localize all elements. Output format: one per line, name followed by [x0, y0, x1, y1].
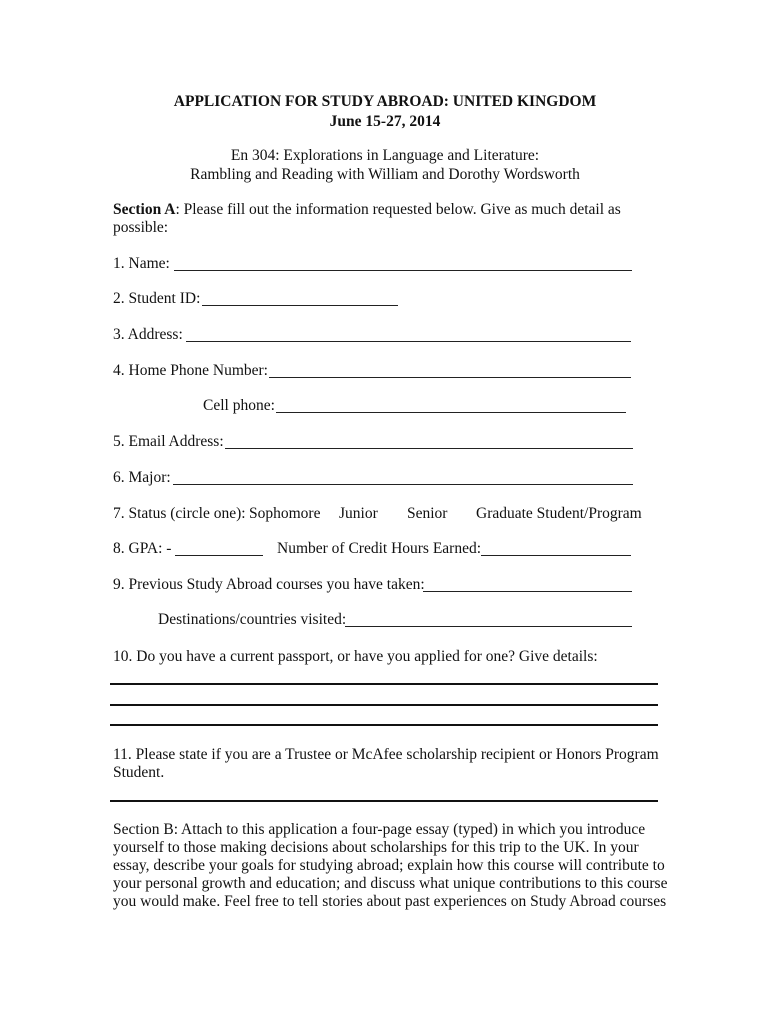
address-label: 3. Address:	[113, 326, 183, 343]
section-a-intro	[113, 201, 621, 219]
previous-courses-field[interactable]	[423, 591, 632, 592]
passport-question: 10. Do you have a current passport, or have you applied for one? Give details:	[113, 648, 598, 665]
student-id-label: 2. Student ID:	[113, 290, 201, 307]
scholarship-question-cont: Student.	[113, 764, 165, 781]
status-option-graduate[interactable]: Graduate Student/Program	[476, 505, 642, 522]
status-label: 7. Status (circle one):	[113, 505, 246, 522]
name-label: 1. Name:	[113, 255, 170, 272]
credit-hours-label: Number of Credit Hours Earned:	[277, 540, 482, 557]
cell-phone-label: Cell phone:	[203, 397, 275, 414]
home-phone-field[interactable]	[269, 377, 631, 378]
destinations-field[interactable]	[345, 626, 632, 627]
status-option-senior[interactable]: Senior	[407, 505, 448, 522]
form-title: APPLICATION FOR STUDY ABROAD: UNITED KINGDOM	[173, 93, 597, 110]
section-a-instructions-cont: possible:	[113, 219, 169, 236]
section-b-instructions: Section B: Attach to this application a four-page essay (typed) in which you introduce yourself to those making decisions about scholarships for this trip to the UK. In your essay, describe your goals for studying abroad; explain how this course will contribute to your personal growth and education; and discuss what unique contributions to this course you would make. Feel free to tell stories about past experiences on Study Abroad courses	[113, 821, 668, 910]
email-field[interactable]	[225, 448, 633, 449]
gpa-field[interactable]	[175, 555, 263, 556]
section-a-instructions: : Please fill out the information requested below. Give as much detail as	[175, 201, 621, 218]
status-option-sophomore[interactable]: Sophomore	[249, 505, 321, 522]
passport-answer-line-1[interactable]	[110, 683, 658, 685]
cell-phone-field[interactable]	[276, 412, 626, 413]
major-label: 6. Major:	[113, 469, 171, 486]
name-field[interactable]	[174, 270, 632, 271]
major-field[interactable]	[173, 484, 633, 485]
section-a-label: Section A	[113, 201, 176, 218]
credit-hours-field[interactable]	[481, 555, 631, 556]
destinations-label: Destinations/countries visited:	[158, 611, 347, 628]
scholarship-answer-line[interactable]	[110, 800, 658, 802]
student-id-field[interactable]	[202, 305, 398, 306]
scholarship-question: 11. Please state if you are a Trustee or McAfee scholarship recipient or Honors Program	[113, 746, 659, 763]
gpa-label: 8. GPA: -	[113, 540, 172, 557]
course-title-line1: En 304: Explorations in Language and Literature:	[230, 147, 540, 164]
passport-answer-line-2[interactable]	[110, 704, 658, 706]
status-option-junior[interactable]: Junior	[339, 505, 378, 522]
previous-courses-label: 9. Previous Study Abroad courses you have taken:	[113, 576, 425, 593]
home-phone-label: 4. Home Phone Number:	[113, 362, 268, 379]
course-title-line2: Rambling and Reading with William and Dorothy Wordsworth	[190, 166, 580, 183]
passport-answer-line-3[interactable]	[110, 724, 658, 726]
address-field[interactable]	[186, 341, 631, 342]
form-dates: June 15-27, 2014	[329, 113, 441, 130]
email-label: 5. Email Address:	[113, 433, 224, 450]
